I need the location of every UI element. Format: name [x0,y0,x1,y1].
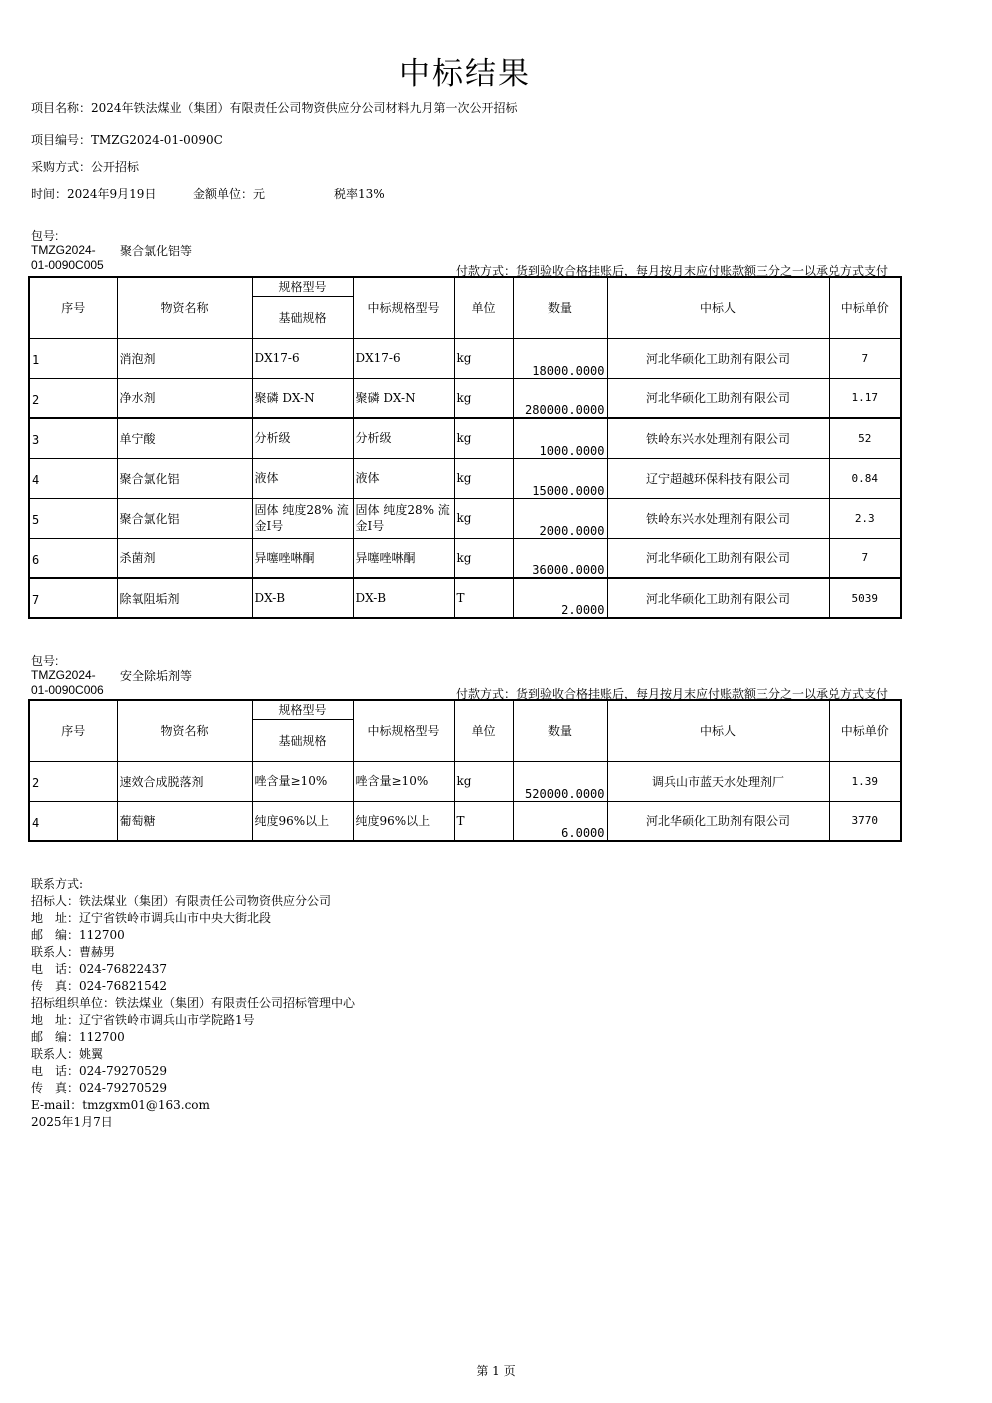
qty-cell: 1000.0000 [513,418,607,458]
name-cell: 消泡剂 [117,338,252,378]
package-code-line1: TMZG2024- [31,243,96,257]
qty-cell: 520000.0000 [513,761,607,801]
package-label: 包号: [31,654,59,668]
qty-cell: 280000.0000 [513,378,607,418]
win-spec-cell: DX17-6 [353,338,454,378]
price-cell: 7 [829,338,901,378]
price-cell: 52 [829,418,901,458]
table-row [29,538,901,578]
package-description: 聚合氯化铝等 [120,244,193,258]
win-spec-cell: DX-B [353,578,454,618]
header-winner: 中标人 [607,277,829,338]
package-code-line1: TMZG2024- [31,668,96,682]
agency-phone: 电 话：024-79270529 [31,1064,168,1078]
base-spec-cell: 唑含量≥10% [252,761,353,801]
seq-cell: 4 [29,458,117,498]
table-row [29,801,901,841]
header-unit: 单位 [454,700,513,761]
unit-cell: T [454,801,513,841]
price-cell: 2.3 [829,498,901,538]
header-qty: 数量 [513,700,607,761]
package-code-line2: 01-0090C005 [31,258,104,272]
price-cell: 7 [829,538,901,578]
agency-fax: 传 真：024-79270529 [31,1081,168,1095]
package-label: 包号: [31,229,59,243]
qty-cell: 2.0000 [513,578,607,618]
price-cell: 1.39 [829,761,901,801]
header-spec-group: 规格型号 [252,700,353,719]
header-base-spec: 基础规格 [252,719,353,761]
base-spec-cell: DX-B [252,578,353,618]
name-cell: 聚合氯化铝 [117,498,252,538]
header-name: 物资名称 [117,700,252,761]
table-row [29,378,901,418]
name-cell: 除氧阻垢剂 [117,578,252,618]
unit-cell: T [454,578,513,618]
qty-cell: 15000.0000 [513,458,607,498]
winner-cell: 铁岭东兴水处理剂有限公司 [607,498,829,538]
header-price: 中标单价 [829,277,901,338]
win-spec-cell: 聚磷 DX-N [353,378,454,418]
tenderer-address: 地 址：辽宁省铁岭市调兵山市中央大街北段 [31,911,272,925]
base-spec-cell: 固体 纯度28% 流金Ⅰ号 [252,498,353,538]
tenderer-postcode: 邮 编：112700 [31,928,125,942]
payment-terms: 付款方式：货到验收合格挂账后，每月按月末应付账款额三分之一以承兑方式支付 [456,264,889,278]
qty-cell: 6.0000 [513,801,607,841]
name-cell: 速效合成脱落剂 [117,761,252,801]
name-cell: 杀菌剂 [117,538,252,578]
unit-cell: kg [454,338,513,378]
agency-postcode: 邮 编：112700 [31,1030,125,1044]
agency: 招标组织单位：铁法煤业（集团）有限责任公司招标管理中心 [31,996,356,1010]
payment-terms: 付款方式：货到验收合格挂账后，每月按月末应付账款额三分之一以承兑方式支付 [456,687,889,701]
package-1-rows [29,338,901,618]
win-spec-cell: 固体 纯度28% 流金Ⅰ号 [353,498,454,538]
name-cell: 单宁酸 [117,418,252,458]
table-row [29,498,901,538]
seq-cell: 2 [29,761,117,801]
base-spec-cell: 聚磷 DX-N [252,378,353,418]
page-title: 中标结果 [399,56,531,92]
table-row [29,338,901,378]
base-spec-cell: 液体 [252,458,353,498]
win-spec-cell: 纯度96%以上 [353,801,454,841]
base-spec-cell: 纯度96%以上 [252,801,353,841]
winner-cell: 河北华硕化工助剂有限公司 [607,338,829,378]
unit-cell: kg [454,378,513,418]
project-name: 项目名称：2024年铁法煤业（集团）有限责任公司物资供应分公司材料九月第一次公开招标 [31,101,518,115]
header-winner: 中标人 [607,700,829,761]
winner-cell: 河北华硕化工助剂有限公司 [607,378,829,418]
name-cell: 聚合氯化铝 [117,458,252,498]
package-description: 安全除垢剂等 [120,669,193,683]
unit-cell: kg [454,538,513,578]
header-seq: 序号 [29,277,117,338]
seq-cell: 6 [29,538,117,578]
contact-heading: 联系方式: [31,877,84,891]
agency-contact: 联系人：姚翼 [31,1047,104,1061]
base-spec-cell: DX17-6 [252,338,353,378]
unit-cell: kg [454,458,513,498]
award-table [28,276,902,619]
seq-cell: 1 [29,338,117,378]
unit-cell: kg [454,498,513,538]
header-win-spec: 中标规格型号 [353,277,454,338]
win-spec-cell: 异噻唑啉酮 [353,538,454,578]
page-number: 第 1 页 [476,1364,516,1378]
qty-cell: 18000.0000 [513,338,607,378]
award-table [28,699,902,842]
table-row [29,761,901,801]
win-spec-cell: 分析级 [353,418,454,458]
winner-cell: 调兵山市蓝天水处理剂厂 [607,761,829,801]
winner-cell: 辽宁超越环保科技有限公司 [607,458,829,498]
package-code-line2: 01-0090C006 [31,683,104,697]
header-spec-group: 规格型号 [252,277,353,296]
date: 时间：2024年9月19日 [31,187,157,201]
header-qty: 数量 [513,277,607,338]
header-base-spec: 基础规格 [252,296,353,338]
table-row [29,578,901,618]
base-spec-cell: 异噻唑啉酮 [252,538,353,578]
winner-cell: 河北华硕化工助剂有限公司 [607,578,829,618]
procurement-method: 采购方式：公开招标 [31,160,140,174]
table-row [29,458,901,498]
agency-email: E-mail：tmzgxm01@163.com [31,1098,210,1112]
contact-info [31,876,355,1131]
issue-date: 2025年1月7日 [31,1115,113,1129]
price-cell: 1.17 [829,378,901,418]
price-cell: 5039 [829,578,901,618]
header-name: 物资名称 [117,277,252,338]
winner-cell: 河北华硕化工助剂有限公司 [607,538,829,578]
tenderer-fax: 传 真：024-76821542 [31,979,168,993]
package-2-rows [29,761,901,841]
tax-rate: 税率13% [334,187,385,201]
name-cell: 净水剂 [117,378,252,418]
tenderer: 招标人：铁法煤业（集团）有限责任公司物资供应分公司 [31,894,332,908]
table-row [29,418,901,458]
winner-cell: 铁岭东兴水处理剂有限公司 [607,418,829,458]
name-cell: 葡萄糖 [117,801,252,841]
header-seq: 序号 [29,700,117,761]
seq-cell: 5 [29,498,117,538]
base-spec-cell: 分析级 [252,418,353,458]
seq-cell: 4 [29,801,117,841]
seq-cell: 3 [29,418,117,458]
price-cell: 3770 [829,801,901,841]
currency-unit: 金额单位：元 [193,187,266,201]
winner-cell: 河北华硕化工助剂有限公司 [607,801,829,841]
unit-cell: kg [454,761,513,801]
tenderer-phone: 电 话：024-76822437 [31,962,168,976]
unit-cell: kg [454,418,513,458]
header-win-spec: 中标规格型号 [353,700,454,761]
price-cell: 0.84 [829,458,901,498]
seq-cell: 7 [29,578,117,618]
project-number: 项目编号：TMZG2024-01-0090C [31,133,223,147]
tenderer-contact: 联系人：曹赫男 [31,945,116,959]
seq-cell: 2 [29,378,117,418]
agency-address: 地 址：辽宁省铁岭市调兵山市学院路1号 [31,1013,255,1027]
win-spec-cell: 唑含量≥10% [353,761,454,801]
win-spec-cell: 液体 [353,458,454,498]
qty-cell: 36000.0000 [513,538,607,578]
header-price: 中标单价 [829,700,901,761]
header-unit: 单位 [454,277,513,338]
qty-cell: 2000.0000 [513,498,607,538]
